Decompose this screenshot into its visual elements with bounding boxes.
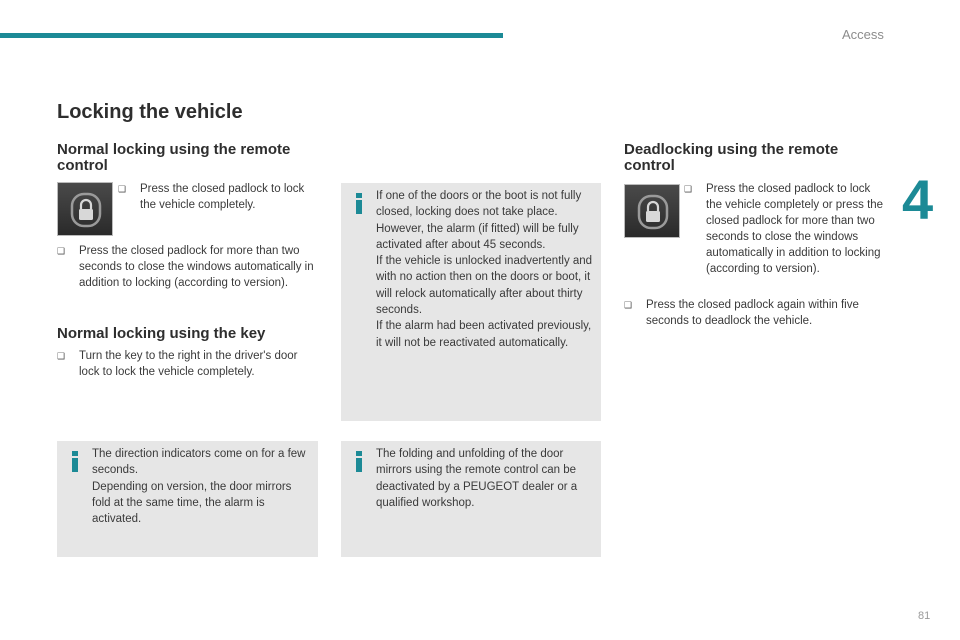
top-accent-bar — [0, 33, 503, 38]
info-box-direction-indicators — [57, 441, 318, 557]
chapter-number: 4 — [902, 168, 934, 231]
info-text: The direction indicators come on for a few seconds. Depending on version, the door mirrors fold at the same time, the alarm is activated. — [92, 448, 306, 526]
key-locking-step-1: ❑ Turn the key to the right in the driver's door lock to lock the vehicle completely. — [57, 350, 298, 378]
page-number: 81 — [918, 610, 931, 622]
remote-locking-step-1: ❑ Press the closed padlock to lock the vehicle completely. — [118, 183, 305, 211]
info-text: The folding and unfolding of the door mirrors using the remote control can be deactivated by a PEUGEOT dealer or a qualified workshop. — [376, 448, 578, 509]
deadlocking-step-1: ❑ Press the closed padlock to lock the vehicle completely or press the closed padlock for more than two seconds to close the windows automatically in addition to locking (according to version). — [684, 183, 884, 275]
closed-padlock-icon — [629, 188, 677, 236]
deadlocking-step-2: ❑ Press the closed padlock again within five seconds to deadlock the vehicle. — [624, 299, 859, 327]
remote-padlock-button — [624, 184, 680, 238]
info-box-doors-not-closed — [341, 183, 601, 421]
remote-padlock-button — [57, 182, 113, 236]
bullet-box-icon: ❑ — [57, 246, 66, 256]
bullet-box-icon: ❑ — [684, 184, 693, 194]
remote-locking-step-2: ❑ Press the closed padlock for more than two seconds to close the windows automatically in addition to locking (according to version). — [57, 245, 314, 289]
bullet-box-icon: ❑ — [57, 351, 66, 361]
key-locking-heading: Normal locking using the key — [57, 325, 266, 342]
info-icon — [352, 451, 366, 473]
bullet-box-icon: ❑ — [118, 184, 127, 194]
remote-locking-heading: Normal locking using the remote control — [57, 141, 291, 174]
page-title: Locking the vehicle — [57, 101, 243, 123]
info-icon — [68, 451, 82, 473]
section-name: Access — [842, 27, 884, 42]
info-text: If one of the doors or the boot is not fully closed, locking does not take place. However, the alarm (if fitted) will be fully activated after about 45 seconds. If the vehicle is unlocked inadvertently and with no action then on the doors or boot, it will relock automatically after about thirty seconds. If the alarm had been activated previously, it will not be reactivated automatically. — [376, 190, 593, 349]
closed-padlock-icon — [62, 186, 110, 234]
bullet-box-icon: ❑ — [624, 300, 633, 310]
info-icon — [352, 193, 366, 215]
deadlocking-heading: Deadlocking using the remote control — [624, 141, 839, 174]
info-box-mirror-folding — [341, 441, 601, 557]
